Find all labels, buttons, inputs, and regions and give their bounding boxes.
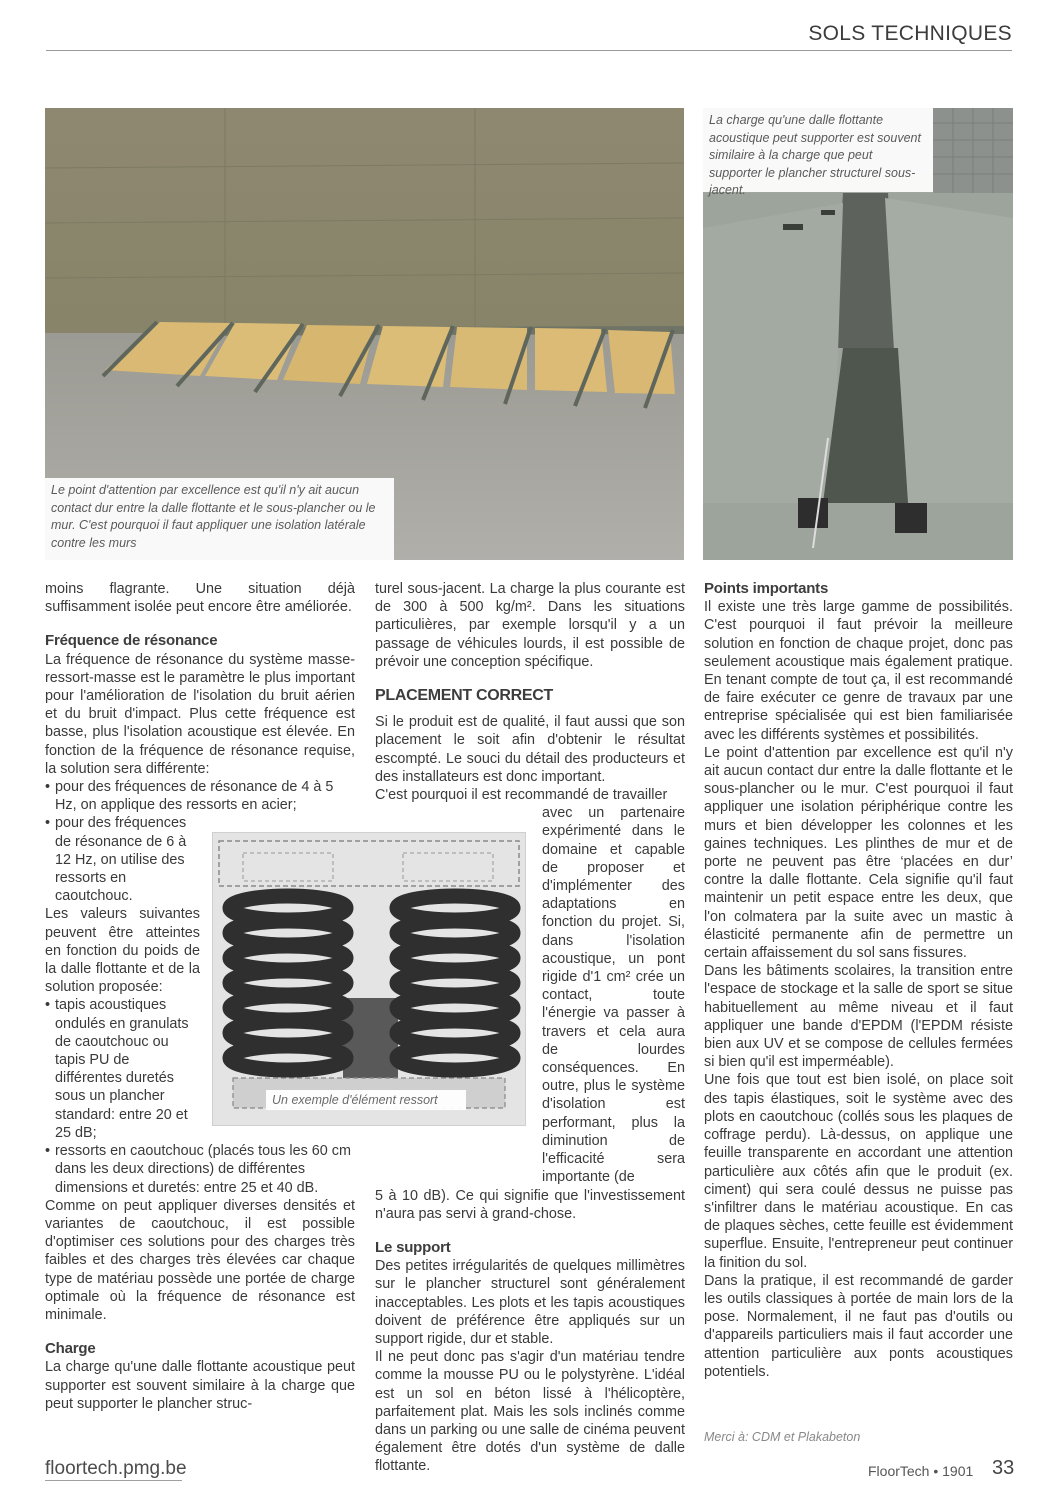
- col2-partner-text-b: avec un partenaire expérimenté dans le domaine et capable de proposer et d'implémenter des adaptations en fonction du projet. Si, dans l'isolation acoustique, un pont rigide d'1 cm² crée un contact, toute l'énergie va passer à travers et cela aura de lourdes conséquences. En outre, plus le système d'isolation est performant, plus la diminution de l'efficacité sera importante (de: [542, 805, 685, 1186]
- list-item: • pour des fréquences de résonance de 4 à 5 Hz, on applique des ressorts en acier;: [45, 778, 355, 814]
- col1-variants-text: Comme on peut appliquer diverses densités et variantes de caoutchouc, il est possible d'optimiser ces solutions pour des charges très faibles et des charges très élevées car chaque type de matériau possède une portée de charge optimale où la fréquence de résonance est minimale.: [45, 1197, 355, 1323]
- spring-element-caption: Un exemple d'élément ressort: [266, 1090, 466, 1110]
- heading-resonance: Fréquence de résonance: [45, 632, 218, 650]
- list-item: • ressorts en caoutchouc (placés tous les 60 cm dans les deux directions) de différentes dimensions et duretés: entre 25 et 40 dB.: [45, 1142, 355, 1197]
- list-item: • pour des fréquences de résonance de 6 à 12 Hz, on utilise des ressorts en caoutchouc.: [45, 814, 195, 905]
- col2-material-text: Il ne peut donc pas s'agir d'un matériau tendre comme la mousse PU ou le polystyrène. L'idéal est un sol en béton lissé à l'hélicoptère, parfaitement plat. Mais les sols inclinés comme dans un parking ou une salle de cinéma peuvent également être dotés d'un système de dalle flottante.: [375, 1349, 685, 1475]
- credits: Merci à: CDM et Plakabeton: [704, 1430, 861, 1444]
- bullet-acoustic-mats: tapis acoustiques ondulés en granulats de caoutchouc ou tapis PU de différentes duretés sous un plancher standard: entre 20 et 25 dB;: [55, 997, 189, 1141]
- heading-charge: Charge: [45, 1340, 96, 1358]
- col2-placement-text: Si le produit est de qualité, il faut aussi que son placement le soit afin d'obtenir le résultat escompté. Le souci du détail des producteurs et des installateurs est donc important.: [375, 714, 685, 785]
- bullet-steel-springs: pour des fréquences de résonance de 4 à 5 Hz, on applique des ressorts en acier;: [55, 779, 334, 814]
- page-number: 33: [992, 1457, 1015, 1479]
- col3-p1: Il existe une très large gamme de possibilités. C'est pourquoi il faut prévoir la meilleure solution en fonction de chaque projet, donc pas seulement acoustique mais également pratique. En tenant compte de tout ça, il est recommandé de faire exécuter ce genre de travaux par une entreprise spécialisée qui est bien familiarisée avec les différents systèmes et possibilités.: [704, 599, 1013, 743]
- col2-partner-text-c: 5 à 10 dB). Ce qui signifie que l'investissement n'aura pas servi à grand-chose.: [375, 1187, 685, 1222]
- spring-element-diagram: [212, 832, 526, 1126]
- col3-p3: Dans les bâtiments scolaires, la transition entre l'espace de stockage et la salle de sport se situe habituellement au même niveau et il faut appliquer une bande d'EPDM (l'EPDM résiste bien aux UV et se compose de cellules fermées si bien qu'il est imperméable).: [704, 963, 1013, 1071]
- list-item: • tapis acoustiques ondulés en granulats de caoutchouc ou tapis PU de différentes duretés sous un plancher standard: entre 20 et 25 dB;: [45, 996, 195, 1142]
- col3-p2: Le point d'attention par excellence est qu'il n'y ait aucun contact dur entre la dalle flottante et le sous-plancher ou le mur. C'est pourquoi il faut appliquer une isolation périphérique contre les murs et bien développer les colonnes et les gaines techniques. Les plinthes de mur et de porte ne peuvent pas être ‘placées en dur’ contre la dalle flottante. Cela signifie qu'il faut maintenir un petit espace entre les deux, que l'on colmatera par la suite avec un mastic à élasticité permanente afin de permettre un certain affaissement du sol sans fissures.: [704, 744, 1013, 962]
- photo-lateral-insulation-caption: Le point d'attention par excellence est qu'il n'y ait aucun contact dur entre la dalle flottante et le sous-plancher ou le mur. C'est pourquoi il faut appliquer une isolation latérale contre les murs: [45, 478, 394, 560]
- bullet-rubber-springs-db: ressorts en caoutchouc (placés tous les 60 cm dans les deux directions) de différentes dimensions et duretés: entre 25 et 40 dB.: [55, 1143, 351, 1196]
- header-divider: [46, 50, 1012, 51]
- heading-support: Le support: [375, 1238, 451, 1256]
- col1-charge-text: La charge qu'une dalle flottante acoustique peut supporter est souvent similaire à la charge que peut supporter le plancher struc-: [45, 1359, 355, 1412]
- footer-divider: [45, 1480, 182, 1481]
- bullet-rubber-springs: pour des fréquences de résonance de 6 à 12 Hz, on utilise des ressorts en caoutchouc.: [55, 815, 187, 905]
- col1-resonance-text: La fréquence de résonance du système masse-ressort-masse est le paramètre le plus important pour l'amélioration de l'isolation du bruit aérien et du bruit d'impact. Plus cette fréquence est basse, plus l'isolation acoustique est élevée. En fonction de la fréquence de résonance requise, la solution sera différente:: [45, 651, 355, 777]
- col2-support-text: Des petites irrégularités de quelques millimètres sur le plancher structurel sont généralement inacceptables. Les plots et les tapis acoustiques doivent de préférence être appliqués sur un support rigide, dur et stable.: [375, 1258, 685, 1347]
- col2-partner-text-a: C'est pourquoi il est recommandé de travailler: [375, 787, 668, 804]
- col3-p5: Dans la pratique, il est recommandé de garder les outils classiques à portée de main lors de la pose. Normalement, il ne faut pas d'outils ou d'appareils particuliers mais il faut accorder une attention particulière aux ponts acoustiques potentiels.: [704, 1272, 1013, 1380]
- heading-placement: PLACEMENT CORRECT: [375, 687, 554, 705]
- col1-values-text: Les valeurs suivantes peuvent être atteintes en fonction du poids de la dalle flottante et de la solution proposée:: [45, 906, 200, 996]
- section-title: SOLS TECHNIQUES: [808, 22, 1012, 45]
- col3-p4: Une fois que tout est bien isolé, on place soit des tapis élastiques, soit le système avec des plots en caoutchouc (collés sous les plaques de coffrage perdu). Là-dessus, on applique une feuille transparente en accordant une attention particulière aux côtés afin que le produit (ex. ciment) qui sera coulé dessus ne puisse pas s'infiltrer dans le matériau acoustique. En cas de plaques sèches, cette feuille est évidemment superflue. Ensuite, l'entrepreneur peut continuer la finition du sol.: [704, 1072, 1013, 1271]
- column-3: [704, 580, 1013, 1381]
- heading-important-points: Points importants: [704, 580, 829, 597]
- col1-intro: moins flagrante. Une situation déjà suffisamment isolée peut encore être améliorée.: [45, 581, 355, 616]
- spring-element-art: [213, 833, 525, 1125]
- magazine-issue: FloorTech • 1901: [868, 1463, 974, 1479]
- footer-url-link[interactable]: floortech.pmg.be: [45, 1458, 187, 1479]
- photo-floating-slab-caption: La charge qu'une dalle flottante acoustique peut supporter est souvent similaire à la charge que peut supporter le plancher structurel sous-jacent.: [703, 108, 933, 192]
- col2-charge-cont: turel sous-jacent. La charge la plus courante est de 300 à 500 kg/m². Dans les situations particulières, par exemple lorsqu'il y a un passage de véhicules lourds, il est possible de prévoir une conception spécifique.: [375, 581, 685, 670]
